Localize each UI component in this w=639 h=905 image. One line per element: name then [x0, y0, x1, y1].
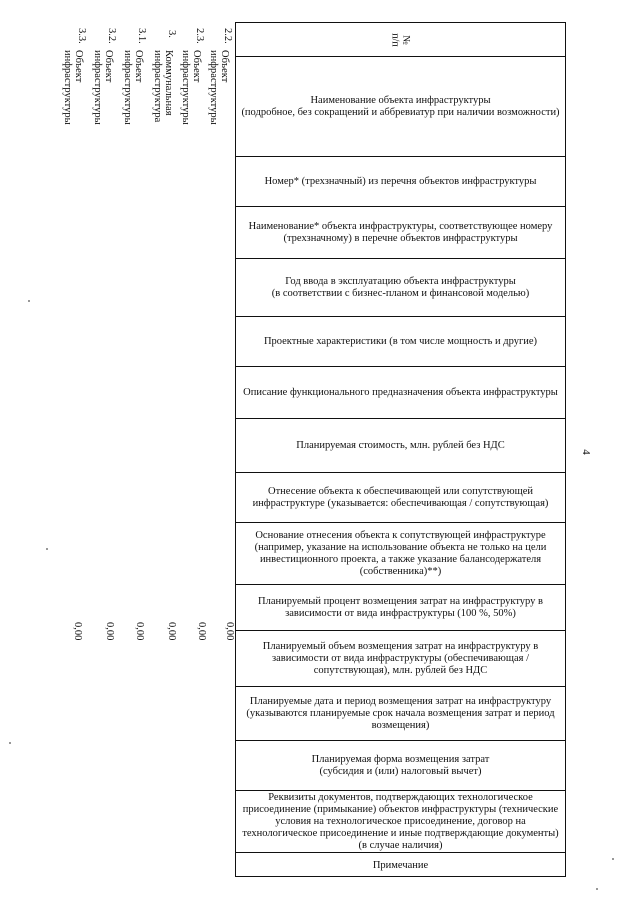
- header-cell-list-name: Наименование* объекта инфраструктуры, соответствующее номеру (трехзначному) в перечне объектов инфраструктуры: [236, 207, 565, 259]
- header-cell-commission-year: Год ввода в эксплуатацию объекта инфраструктуры (в соответствии с бизнес-планом и финансовой моделью): [236, 259, 565, 317]
- header-cell-reimbursement-percent: Планируемый процент возмещения затрат на инфраструктуру в зависимости от вида инфраструктуры (100 %, 50%): [236, 585, 565, 631]
- row-2-3-name: Объект инфраструктуры: [180, 50, 202, 125]
- header-cell-reimbursement-form: Планируемая форма возмещения затрат (субсидия и (или) налоговый вычет): [236, 741, 565, 791]
- scan-speck: [612, 858, 614, 860]
- row-3-2-amount: 0,00: [104, 622, 115, 641]
- header-cell-function-description: Описание функционального предназначения объекта инфраструктуры: [236, 367, 565, 419]
- row-2-3-number: 2.3.: [194, 28, 205, 44]
- header-cell-number: № п/п: [236, 23, 565, 57]
- row-3-3-number: 3.3.: [76, 28, 87, 44]
- row-2-2-amount: 0,00: [224, 622, 235, 641]
- scan-speck: [596, 888, 598, 890]
- page-number: 4: [579, 449, 592, 455]
- scan-speck: [46, 548, 48, 550]
- row-3-amount: 0,00: [166, 622, 177, 641]
- header-cell-notes: Примечание: [372, 859, 429, 871]
- header-cell-planned-cost: Планируемая стоимость, млн. рублей без НДС: [236, 419, 565, 473]
- row-2-2-number: 2.2.: [222, 28, 233, 44]
- row-3-number: 3.: [166, 30, 177, 38]
- row-2-2-name: Объект инфраструктуры: [208, 50, 230, 125]
- row-2-3-amount: 0,00: [196, 622, 207, 641]
- header-cell-type-basis: Основание отнесения объекта к сопутствующей инфраструктуре (например, указание на использование объекта не только на цели инвестиционного проекта, а также указание балансодержателя (собственника)**): [236, 523, 565, 585]
- infrastructure-table-header: [235, 22, 566, 877]
- row-3-2-number: 3.2.: [106, 28, 117, 44]
- row-3-1-number: 3.1.: [136, 28, 147, 44]
- row-3-3-name: Объект инфраструктуры: [62, 50, 84, 125]
- header-cell-reimbursement-amount: Планируемый объем возмещения затрат на инфраструктуру в зависимости от вида инфраструктуры (обеспечивающая / сопутствующая), млн. рублей без НДС: [236, 631, 565, 687]
- scan-speck: [28, 300, 30, 302]
- header-cell-infrastructure-type: Отнесение объекта к обеспечивающей или сопутствующей инфраструктуре (указывается: обеспечивающая / сопутствующая): [236, 473, 565, 523]
- header-cell-design-characteristics: Проектные характеристики (в том числе мощность и другие): [236, 317, 565, 367]
- row-3-1-name: Объект инфраструктуры: [122, 50, 144, 125]
- row-3-1-amount: 0,00: [134, 622, 145, 641]
- row-3-2-name: Объект инфраструктуры: [92, 50, 114, 125]
- header-cell-connection-documents: Реквизиты документов, подтверждающих технологическое присоединение (примыкание) объектов инфраструктуры (технические условия на технологическое присоединение, договор на технологическое присоединение и иные подтверждающие документы) (в случае наличия): [236, 791, 565, 853]
- header-cell-list-number: Номер* (трехзначный) из перечня объектов инфраструктуры: [236, 157, 565, 207]
- row-3-name: Коммунальная инфраструктура: [152, 50, 174, 123]
- scan-speck: [9, 742, 11, 744]
- header-cell-object-name: Наименование объекта инфраструктуры (подробное, без сокращений и аббревиатур при наличии возможности): [236, 57, 565, 157]
- header-cell-reimbursement-period: Планируемые дата и период возмещения затрат на инфраструктуру (указываются планируемые срок начала возмещения затрат и период возмещения): [236, 687, 565, 741]
- row-3-3-amount: 0,00: [72, 622, 83, 641]
